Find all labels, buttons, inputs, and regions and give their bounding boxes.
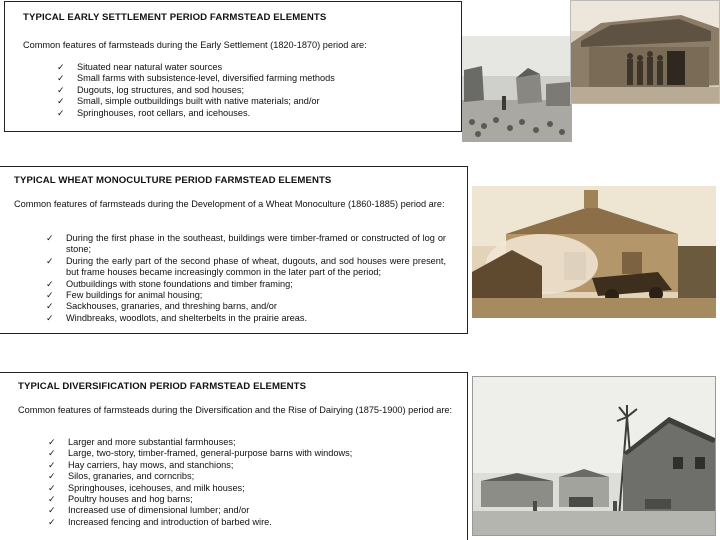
sod-house-photo	[570, 0, 720, 104]
list-item: ✓ Small, simple outbuildings built with native materials; and/or	[57, 96, 320, 107]
early-settlement-panel	[4, 1, 462, 132]
section-intro: Common features of farmsteads during the Early Settlement (1820-1870) period are:	[23, 40, 367, 50]
list-item: ✓ During the early part of the second phase of wheat, dugouts, and sod houses were present, but frame houses became increasingly common in the later part of the period;	[46, 255, 446, 278]
checkmark-icon: ✓	[57, 107, 65, 118]
feature-list	[48, 437, 448, 528]
section-title: TYPICAL WHEAT MONOCULTURE PERIOD FARMSTEAD ELEMENTS	[14, 175, 332, 186]
checkmark-icon: ✓	[48, 471, 56, 482]
wheat-monoculture-panel	[0, 166, 468, 334]
list-item: ✓ Small farms with subsistence-level, diversified farming methods	[57, 73, 335, 84]
list-item: ✓ Large, two-story, timber-framed, general-purpose barns with windows;	[48, 448, 353, 459]
section-title: TYPICAL EARLY SETTLEMENT PERIOD FARMSTEAD ELEMENTS	[23, 12, 327, 23]
checkmark-icon: ✓	[46, 278, 54, 289]
feature-list	[57, 62, 457, 119]
list-item: ✓ Increased use of dimensional lumber; and/or	[48, 505, 250, 516]
section-intro: Common features of farmsteads during the Development of a Wheat Monoculture (1860-1885) period are:	[14, 199, 445, 209]
checkmark-icon: ✓	[57, 96, 65, 107]
checkmark-icon: ✓	[48, 482, 56, 493]
list-item: ✓ During the first phase in the southeast, buildings were timber-framed or constructed of log or stone;	[46, 233, 446, 255]
list-item: ✓ Silos, granaries, and corncribs;	[48, 471, 195, 482]
checkmark-icon: ✓	[48, 459, 56, 470]
diversification-panel	[0, 372, 468, 540]
checkmark-icon: ✓	[57, 84, 65, 95]
checkmark-icon: ✓	[48, 516, 56, 527]
checkmark-icon: ✓	[46, 290, 54, 301]
list-item: ✓ Dugouts, log structures, and sod houses;	[57, 84, 245, 95]
feature-list	[46, 233, 446, 324]
list-item: ✓ Hay carriers, hay mows, and stanchions;	[48, 459, 234, 470]
list-item: ✓ Situated near natural water sources	[57, 62, 223, 72]
farm-buildings-photo	[462, 36, 572, 142]
checkmark-icon: ✓	[57, 62, 65, 72]
list-item: ✓ Springhouses, root cellars, and icehouses.	[57, 107, 251, 118]
list-item: ✓ Sackhouses, granaries, and threshing barns, and/or	[46, 301, 277, 312]
list-item: ✓ Outbuildings with stone foundations and timber framing;	[46, 278, 293, 289]
list-item: ✓ Few buildings for animal housing;	[46, 290, 203, 301]
list-item: ✓ Increased fencing and introduction of barbed wire.	[48, 516, 272, 527]
list-item: ✓ Larger and more substantial farmhouses;	[48, 437, 236, 447]
checkmark-icon: ✓	[46, 301, 54, 312]
checkmark-icon: ✓	[48, 437, 56, 447]
checkmark-icon: ✓	[46, 312, 54, 323]
checkmark-icon: ✓	[48, 494, 56, 505]
list-item: ✓ Poultry houses and hog barns;	[48, 494, 193, 505]
list-item: ✓ Springhouses, icehouses, and milk houses;	[48, 482, 245, 493]
section-title: TYPICAL DIVERSIFICATION PERIOD FARMSTEAD ELEMENTS	[18, 381, 307, 392]
checkmark-icon: ✓	[46, 255, 54, 266]
section-intro: Common features of farmsteads during the Diversification and the Rise of Dairying (1875-1900) period are:	[18, 405, 453, 415]
checkmark-icon: ✓	[57, 73, 65, 84]
dairy-barn-windmill-photo	[472, 376, 716, 536]
checkmark-icon: ✓	[48, 505, 56, 516]
threshing-barn-photo	[472, 186, 716, 318]
checkmark-icon: ✓	[46, 233, 54, 243]
list-item: ✓ Windbreaks, woodlots, and shelterbelts in the prairie areas.	[46, 312, 308, 323]
checkmark-icon: ✓	[48, 448, 56, 459]
